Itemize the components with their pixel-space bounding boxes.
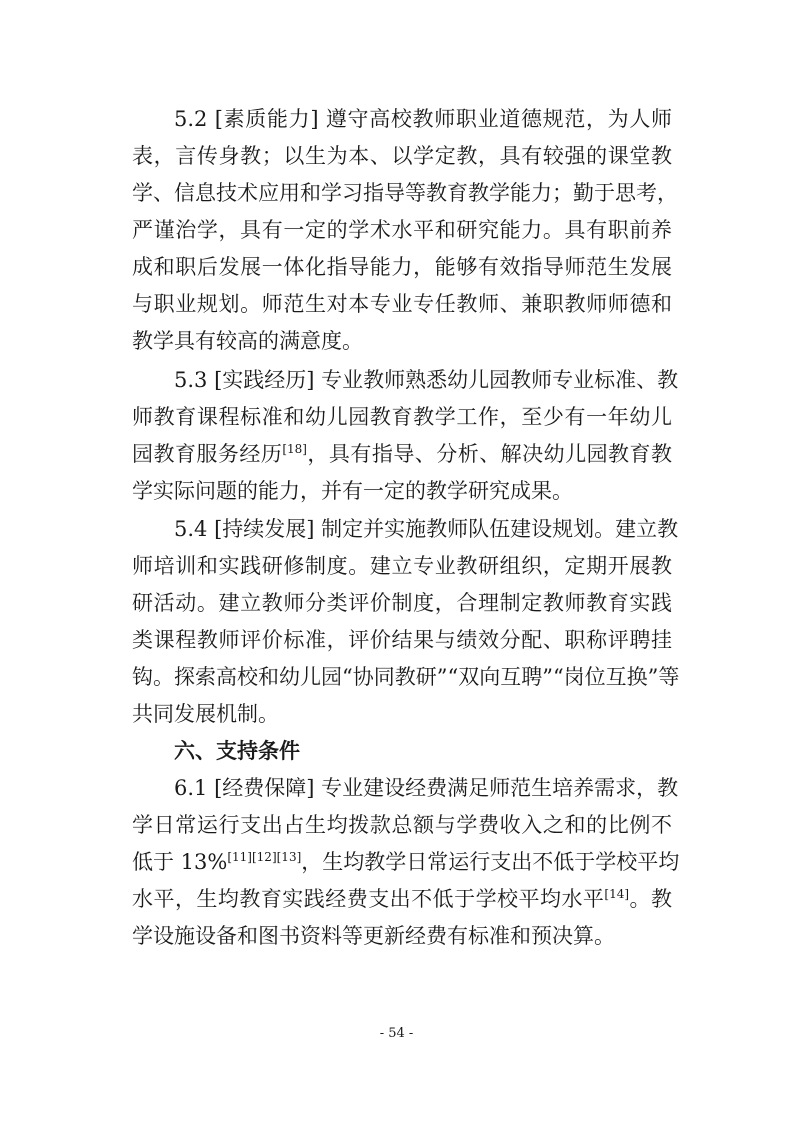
text-line: 成和职后发展一体化指导能力，能够有效指导师范生发展 (132, 255, 672, 279)
text-line: 教学具有较高的满意度。 (132, 329, 363, 353)
text-line: 与职业规划。师范生对本专业专任教师、兼职教师师德和 (132, 292, 672, 316)
text-line: 5.4 [持续发展] 制定并实施教师队伍建设规划。建立教 (174, 517, 679, 541)
section-5-4 (132, 511, 680, 733)
citation-ref: [14] (604, 887, 630, 901)
text-line (132, 844, 680, 881)
text-run: ，生均教学日常运行支出不低于学校平均 (301, 850, 680, 874)
citation-ref: [11][12][13] (227, 850, 302, 864)
text-run: 园教育服务经历 (132, 442, 283, 466)
text-line: 钩。探索高校和幼儿园“协同教研”“双向互聘”“岗位互换”等 (132, 665, 680, 689)
text-line: 类课程教师评价标准，评价结果与绩效分配、职称评聘挂 (132, 628, 672, 652)
text-line (132, 881, 672, 918)
text-line: 5.2 [素质能力] 遵守高校教师职业道德规范，为人师 (174, 107, 672, 131)
section-5-2 (132, 101, 678, 360)
heading-support-conditions (132, 733, 672, 770)
text-line: 5.3 [实践经历] 专业教师熟悉幼儿园教师专业标准、教 (174, 368, 679, 392)
text-line: 学设施设备和图书资料等更新经费有标准和预决算。 (132, 924, 615, 948)
text-run: 。教 (629, 887, 673, 911)
text-line: 学、信息技术应用和学习指导等教育教学能力；勤于思考， (132, 181, 678, 205)
citation-ref: [18] (282, 442, 307, 456)
section-heading: 六、支持条件 (174, 739, 300, 763)
section-5-3 (132, 362, 679, 510)
section-6-1 (132, 770, 680, 955)
text-line: 共同发展机制。 (132, 702, 279, 726)
text-run: 低于 13% (132, 850, 228, 874)
text-line: 表，言传身教；以生为本、以学定教，具有较强的课堂教 (132, 144, 672, 168)
text-line: 严谨治学，具有一定的学术水平和研究能力。具有职前养 (132, 218, 672, 242)
text-line: 师培训和实践研修制度。建立专业教研组织，定期开展教 (132, 554, 672, 578)
text-line: 师教育课程标准和幼儿园教育教学工作，至少有一年幼儿 (132, 405, 672, 429)
text-line: 研活动。建立教师分类评价制度，合理制定教师教育实践 (132, 591, 672, 615)
page-number: - 54 - (379, 1026, 414, 1041)
text-line: 学日常运行支出占生均拨款总额与学费收入之和的比例不 (132, 813, 672, 837)
text-line: 学实际问题的能力，并有一定的教学研究成果。 (132, 479, 573, 503)
text-line (132, 436, 672, 473)
text-run: 水平，生均教育实践经费支出不低于学校平均水平 (132, 887, 605, 911)
text-line: 6.1 [经费保障] 专业建设经费满足师范生培养需求，教 (174, 776, 679, 800)
text-run: ，具有指导、分析、解决幼儿园教育教 (306, 442, 672, 466)
